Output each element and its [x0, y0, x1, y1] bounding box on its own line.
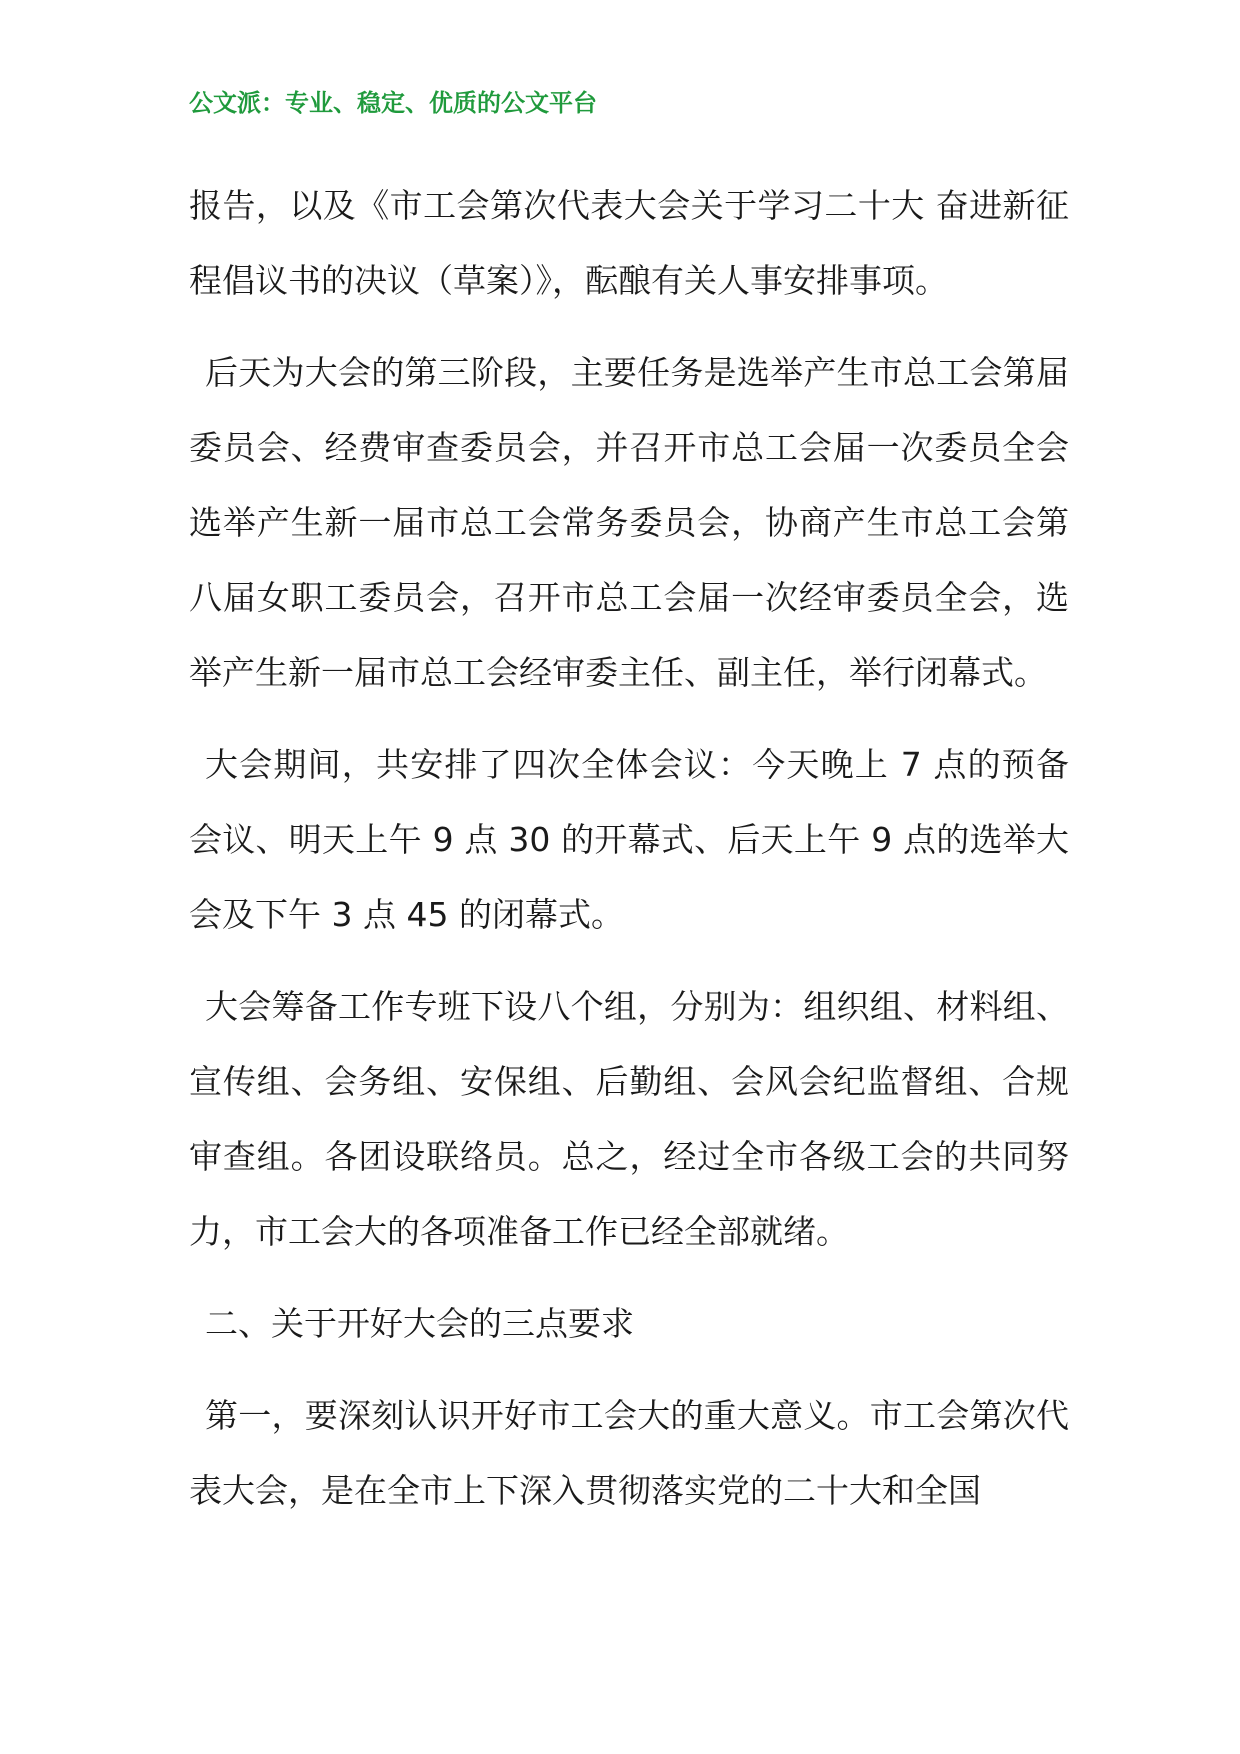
paragraph-plenary-sessions: 大会期间，共安排了四次全体会议：今天晚上 7 点的预备会议、明天上午 9 点 30 的开幕式、后天上午 9 点的选举大会及下午 3 点 45 的闭幕式。 — [189, 745, 1069, 934]
header-brand: 公文派：专业、稳定、优质的公文平台 — [189, 89, 597, 117]
paragraph-third-stage: 后天为大会的第三阶段，主要任务是选举产生市总工会第届委员会、经费审查委员会，并召开市总工会届一次委员全会选举产生新一届市总工会常务委员会，协商产生市总工会第八届女职工委员会，召开市总工会届一次经审委员全会，选举产生新一届市总工会经审委主任、副主任，举行闭幕式。 — [189, 353, 1069, 692]
paragraph-report-continuation: 报告，以及《市工会第次代表大会关于学习二十大 奋进新征程倡议书的决议（草案）》，酝酿有关人事安排事项。 — [189, 186, 1069, 300]
paragraph-first-requirement: 第一，要深刻认识开好市工会大的重大意义。市工会第次代表大会，是在全市上下深入贯彻落实党的二十大和全国 — [189, 1396, 1069, 1510]
section-heading-requirements: 二、关于开好大会的三点要求 — [205, 1304, 634, 1343]
paragraph-working-groups: 大会筹备工作专班下设八个组，分别为：组织组、材料组、宣传组、会务组、安保组、后勤组、会风会纪监督组、合规审查组。各团设联络员。总之，经过全市各级工会的共同努力，市工会大的各项准备工作已经全部就绪。 — [189, 987, 1069, 1251]
document-body — [189, 168, 1069, 1545]
